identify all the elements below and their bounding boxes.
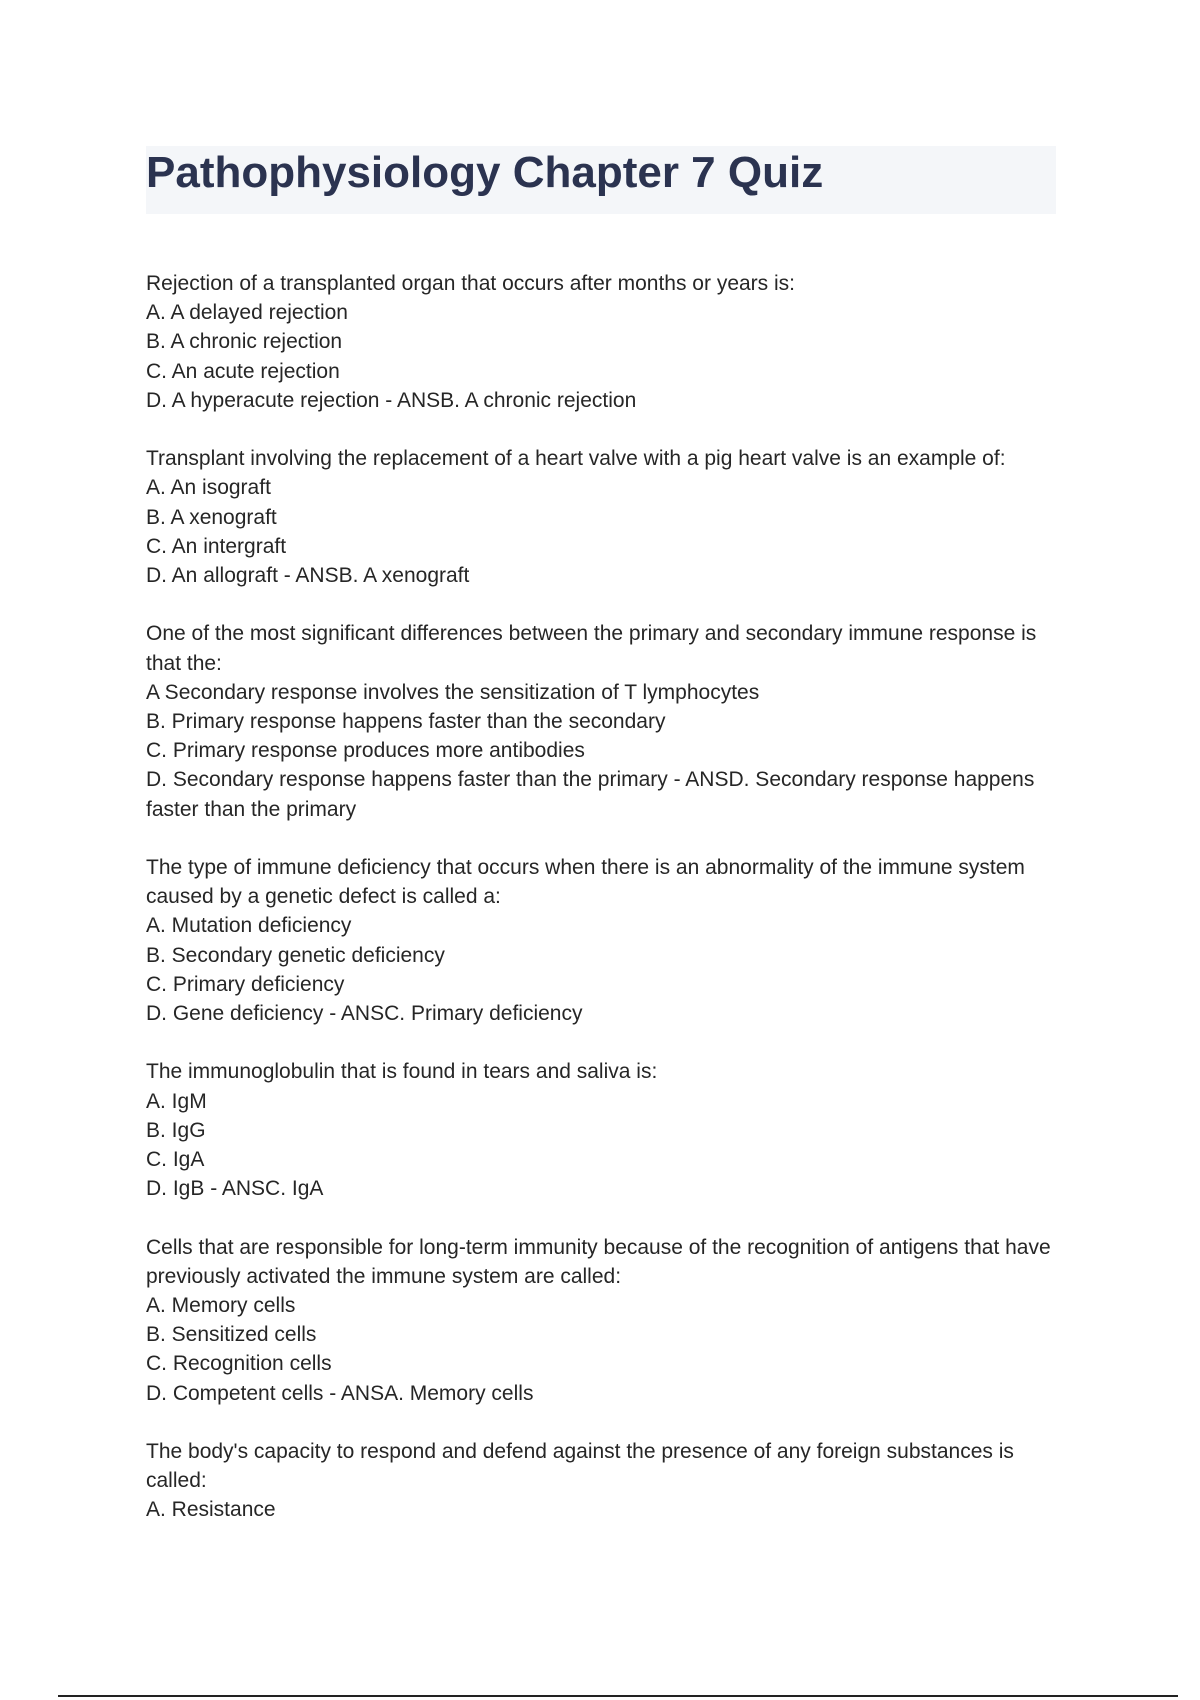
answer-option: C. An intergraft: [146, 534, 287, 558]
question-block-1: [146, 269, 1066, 415]
answer-option: A Secondary response involves the sensitization of T lymphocytes: [146, 680, 760, 704]
answer-option: B. Sensitized cells: [146, 1323, 317, 1347]
question-text: Transplant involving the replacement of a heart valve with a pig heart valve is an example of:: [146, 447, 1006, 471]
answer-option: B. A xenograft: [146, 505, 277, 529]
answer-option: B. Secondary genetic deficiency: [146, 943, 445, 967]
answer-option: D. Gene deficiency - ANSC. Primary deficiency: [146, 1002, 583, 1026]
answer-option: D. Competent cells - ANSA. Memory cells: [146, 1381, 534, 1405]
answer-option: A. A delayed rejection: [146, 301, 348, 325]
page-title: Pathophysiology Chapter 7 Quiz: [146, 148, 824, 197]
quiz-content: [146, 269, 1066, 1554]
answer-option: C. An acute rejection: [146, 359, 340, 383]
answer-option: B. IgG: [146, 1118, 206, 1142]
question-block-7: [146, 1437, 1066, 1525]
answer-option: C. Primary response produces more antibodies: [146, 739, 585, 763]
question-block-3: [146, 619, 1066, 823]
question-text: The body's capacity to respond and defend against the presence of any foreign substances is called:: [146, 1440, 1020, 1493]
answer-option: B. Primary response happens faster than the secondary: [146, 710, 666, 734]
question-text: One of the most significant differences between the primary and secondary immune response is that the:: [146, 622, 1043, 675]
answer-option: A. An isograft: [146, 476, 271, 500]
answer-option: C. Primary deficiency: [146, 972, 345, 996]
question-text: Cells that are responsible for long-term immunity because of the recognition of antigens that have previously activated the immune system are called:: [146, 1235, 1057, 1288]
question-block-6: [146, 1233, 1066, 1408]
answer-option: D. Secondary response happens faster than the primary - ANSD. Secondary response happens faster than the primary: [146, 768, 1041, 821]
answer-option: A. Memory cells: [146, 1294, 296, 1318]
question-text: Rejection of a transplanted organ that occurs after months or years is:: [146, 272, 796, 295]
question-text: The immunoglobulin that is found in tears and saliva is:: [146, 1060, 658, 1084]
answer-option: A. Resistance: [146, 1498, 276, 1522]
answer-option: A. IgM: [146, 1089, 207, 1113]
answer-option: C. IgA: [146, 1148, 205, 1172]
answer-option: C. Recognition cells: [146, 1352, 332, 1376]
answer-option: B. A chronic rejection: [146, 330, 343, 354]
question-text: The type of immune deficiency that occurs when there is an abnormality of the immune system caused by a genetic defect is called a:: [146, 856, 1031, 909]
footer-rule: [58, 1695, 1178, 1697]
question-block-2: [146, 444, 1066, 590]
answer-option: D. A hyperacute rejection - ANSB. A chronic rejection: [146, 388, 637, 412]
answer-option: A. Mutation deficiency: [146, 914, 352, 938]
question-block-4: [146, 853, 1066, 1028]
answer-option: D. An allograft - ANSB. A xenograft: [146, 564, 470, 588]
question-block-5: [146, 1057, 1066, 1203]
answer-option: D. IgB - ANSC. IgA: [146, 1177, 324, 1201]
